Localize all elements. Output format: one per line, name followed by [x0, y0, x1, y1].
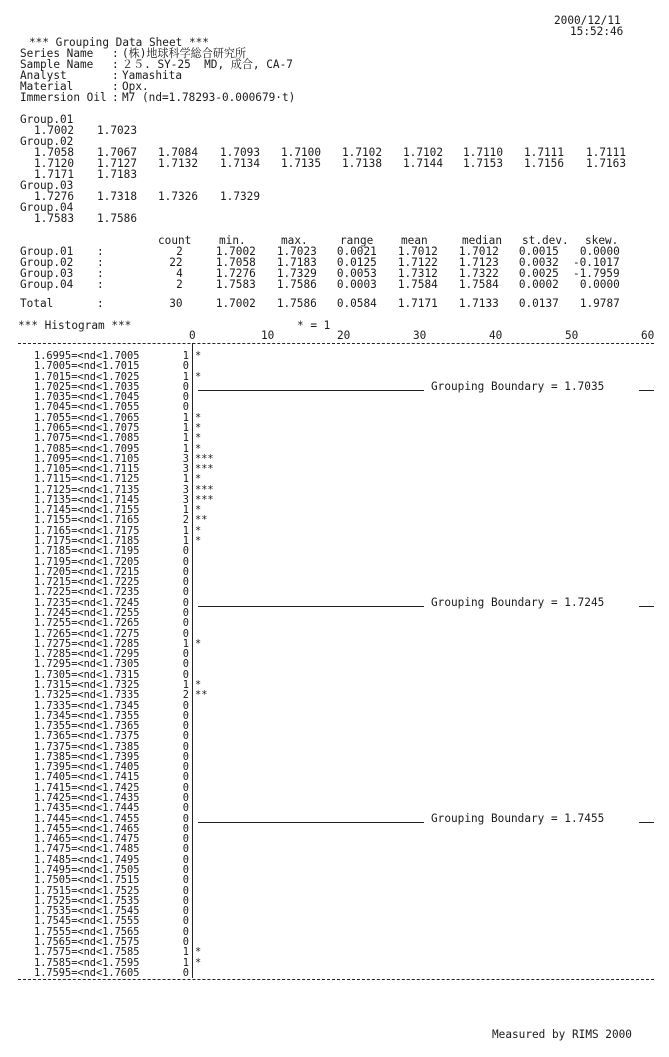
- bin-bar: *: [195, 421, 202, 434]
- info-colon: :: [112, 58, 119, 71]
- stats-row-name: Group.03: [20, 267, 74, 280]
- info-value: Opx.: [122, 80, 149, 93]
- bin-count: 0: [182, 843, 189, 856]
- bin-count: 0: [182, 576, 189, 589]
- footer-credit: Measured by RIMS 2000: [492, 1028, 632, 1041]
- stats-header: skew.: [585, 234, 619, 247]
- bin-label: 1.7385=<nd<1.7395: [34, 750, 140, 763]
- group-value: 1.7171: [34, 168, 74, 181]
- stats-cell: 0.0137: [519, 297, 559, 310]
- bin-bar: **: [195, 514, 208, 527]
- stats-cell: 0.0125: [337, 256, 377, 269]
- stats-header: max.: [281, 234, 308, 247]
- bin-count: 1: [182, 473, 189, 486]
- bin-bar: *: [195, 442, 202, 455]
- bin-label: 1.7525=<nd<1.7535: [34, 894, 140, 907]
- bin-label: 1.7015=<nd<1.7025: [34, 370, 140, 383]
- stats-cell: -0.1017: [573, 256, 620, 269]
- stats-cell: 2: [176, 245, 183, 258]
- bin-count: 0: [182, 730, 189, 743]
- stats-header: st.dev.: [522, 234, 569, 247]
- histogram-title: *** Histogram ***: [18, 319, 132, 332]
- info-label: Series Name: [20, 47, 107, 60]
- boundary-line-tail: [639, 606, 654, 607]
- bin-count: 1: [182, 535, 189, 548]
- bin-count: 1: [182, 637, 189, 650]
- group-value: 1.7276: [34, 190, 74, 203]
- info-label: Immersion Oil: [20, 91, 107, 104]
- bin-bar: *: [195, 432, 202, 445]
- stats-header: count: [158, 234, 192, 247]
- bin-label: 1.7415=<nd<1.7425: [34, 781, 140, 794]
- group-value: 1.7326: [158, 190, 198, 203]
- bin-bar: *: [195, 535, 202, 548]
- bin-bar: *: [195, 678, 202, 691]
- axis-tick-label: 20: [337, 329, 351, 342]
- info-colon: :: [112, 91, 119, 104]
- bin-label: 1.7315=<nd<1.7325: [34, 678, 140, 691]
- group-value: 1.7023: [97, 124, 137, 137]
- bin-label: 1.7295=<nd<1.7305: [34, 658, 140, 671]
- stats-row-name: Group.02: [20, 256, 74, 269]
- bin-count: 0: [182, 380, 189, 393]
- stats-colon: :: [97, 245, 104, 258]
- group-value: 1.7111: [586, 146, 626, 159]
- bin-label: 1.7425=<nd<1.7435: [34, 792, 140, 805]
- group-value: 1.7183: [97, 168, 137, 181]
- group-value: 1.7144: [403, 157, 443, 170]
- stats-cell: 1.7312: [398, 267, 438, 280]
- stats-cell: 1.7023: [277, 245, 317, 258]
- stats-cell: 1.7584: [398, 278, 438, 291]
- bin-count: 0: [182, 935, 189, 948]
- bin-label: 1.7355=<nd<1.7365: [34, 720, 140, 733]
- stats-cell: 0.0053: [337, 267, 377, 280]
- stats-cell: 1.7012: [398, 245, 438, 258]
- axis-tick-label: 0: [188, 329, 196, 342]
- bin-bar: **: [195, 689, 208, 702]
- stats-cell: 1.7123: [459, 256, 499, 269]
- group-value: 1.7127: [97, 157, 137, 170]
- bin-label: 1.7005=<nd<1.7015: [34, 360, 140, 373]
- bin-label: 1.7205=<nd<1.7215: [34, 565, 140, 578]
- bin-count: 0: [182, 607, 189, 619]
- stats-cell: 1.7012: [459, 245, 499, 258]
- axis-tick-label: 40: [489, 329, 503, 342]
- bin-count: 0: [182, 720, 189, 733]
- bin-count: 0: [182, 966, 189, 979]
- bin-count: 0: [182, 617, 189, 630]
- bin-count: 3: [182, 452, 189, 465]
- stats-cell: 22: [169, 256, 183, 269]
- bin-label: 1.7345=<nd<1.7355: [34, 709, 140, 722]
- stats-cell: 0.0000: [580, 245, 620, 258]
- bin-count: 2: [182, 689, 189, 702]
- bin-bar: *: [195, 411, 202, 424]
- bin-label: 1.7125=<nd<1.7135: [34, 483, 140, 496]
- bin-count: 0: [182, 360, 189, 373]
- stats-cell: 1.7322: [459, 267, 499, 280]
- bin-count: 0: [182, 925, 189, 938]
- stats-cell: 30: [169, 297, 183, 310]
- group-value: 1.7153: [463, 157, 503, 170]
- bin-bar: *: [195, 504, 202, 517]
- stats-cell: 1.7133: [459, 297, 499, 310]
- stats-cell: 0.0025: [519, 267, 559, 280]
- bin-label: 1.7115=<nd<1.7125: [34, 473, 140, 486]
- bin-label: 1.7555=<nd<1.7565: [34, 925, 140, 938]
- bin-label: 1.6995=<nd<1.7005: [34, 350, 140, 362]
- info-value: M7 (nd=1.78293-0.000679·t): [122, 91, 296, 104]
- bin-bar: ***: [195, 483, 214, 496]
- bin-label: 1.7365=<nd<1.7375: [34, 730, 140, 743]
- bin-count: 0: [182, 853, 189, 866]
- group-name: Group.04: [20, 201, 74, 214]
- group-name: Group.01: [20, 113, 74, 126]
- boundary-line: [198, 606, 424, 607]
- histogram-top-rule: [18, 343, 654, 344]
- group-value: 1.7102: [342, 146, 382, 159]
- info-label: Sample Name: [20, 58, 107, 71]
- bin-label: 1.7225=<nd<1.7235: [34, 586, 140, 599]
- stats-row-name: Total: [20, 297, 54, 310]
- bin-label: 1.7175=<nd<1.7185: [34, 535, 140, 548]
- boundary-line-tail: [639, 390, 654, 391]
- boundary-label: Grouping Boundary = 1.7245: [431, 595, 605, 609]
- axis-tick-label: 10: [261, 329, 275, 342]
- bin-label: 1.7285=<nd<1.7295: [34, 648, 140, 661]
- stats-cell: -1.7959: [573, 267, 620, 280]
- bin-label: 1.7335=<nd<1.7345: [34, 699, 140, 712]
- stats-header: median: [462, 234, 502, 247]
- bin-label: 1.7145=<nd<1.7155: [34, 504, 140, 517]
- bin-count: 1: [182, 524, 189, 537]
- group-value: 1.7583: [34, 212, 74, 225]
- bin-count: 0: [182, 822, 189, 835]
- bin-label: 1.7455=<nd<1.7465: [34, 822, 140, 835]
- bin-label: 1.7375=<nd<1.7385: [34, 740, 140, 753]
- group-value: 1.7586: [97, 212, 137, 225]
- bin-label: 1.7275=<nd<1.7285: [34, 637, 140, 650]
- info-label: Material: [20, 80, 107, 93]
- bin-label: 1.7025=<nd<1.7035: [34, 380, 140, 393]
- bin-count: 0: [182, 915, 189, 928]
- bin-count: 0: [182, 833, 189, 846]
- bin-count: 2: [182, 514, 189, 527]
- bin-count: 0: [182, 781, 189, 794]
- info-colon: :: [112, 80, 119, 93]
- bin-label: 1.7395=<nd<1.7405: [34, 761, 140, 774]
- stats-header: min.: [219, 234, 246, 247]
- stats-cell: 1.9787: [580, 297, 620, 310]
- stats-cell: 1.7122: [398, 256, 438, 269]
- bin-count: 1: [182, 678, 189, 691]
- group-value: 1.7102: [403, 146, 443, 159]
- bin-label: 1.7255=<nd<1.7265: [34, 617, 140, 630]
- bin-bar: *: [195, 956, 202, 969]
- group-name: Group.03: [20, 179, 74, 192]
- bin-bar: *: [195, 370, 202, 383]
- stats-colon: :: [97, 256, 104, 269]
- bin-label: 1.7065=<nd<1.7075: [34, 421, 140, 434]
- stats-row-name: Group.01: [20, 245, 74, 258]
- bin-count: 0: [182, 792, 189, 805]
- group-value: 1.7156: [524, 157, 564, 170]
- bin-bar: *: [195, 946, 202, 959]
- bin-label: 1.7095=<nd<1.7105: [34, 452, 140, 465]
- group-value: 1.7329: [220, 190, 260, 203]
- group-value: 1.7135: [281, 157, 321, 170]
- stats-cell: 0.0021: [337, 245, 377, 258]
- group-value: 1.7002: [34, 124, 74, 137]
- bin-count: 0: [182, 905, 189, 918]
- bin-count: 1: [182, 350, 189, 362]
- stats-cell: 2: [176, 278, 183, 291]
- bin-label: 1.7505=<nd<1.7515: [34, 874, 140, 887]
- info-value: (株)地球科学総合研究所: [122, 47, 247, 60]
- bin-count: 1: [182, 442, 189, 455]
- bin-label: 1.7435=<nd<1.7445: [34, 802, 140, 815]
- bin-count: 0: [182, 864, 189, 876]
- bin-count: 0: [182, 771, 189, 784]
- bin-label: 1.7485=<nd<1.7495: [34, 853, 140, 866]
- group-value: 1.7093: [220, 146, 260, 159]
- bin-label: 1.7035=<nd<1.7045: [34, 391, 140, 404]
- group-value: 1.7111: [524, 146, 564, 159]
- bin-bar: ***: [195, 463, 214, 476]
- print-date: 2000/12/11: [554, 14, 621, 27]
- bin-bar: *: [195, 350, 202, 362]
- bin-label: 1.7405=<nd<1.7415: [34, 771, 140, 784]
- group-value: 1.7163: [586, 157, 626, 170]
- stats-header: range: [340, 234, 374, 247]
- group-value: 1.7120: [34, 157, 74, 170]
- group-value: 1.7110: [463, 146, 503, 159]
- bin-count: 0: [182, 812, 189, 825]
- bin-count: 1: [182, 432, 189, 445]
- stats-colon: :: [97, 278, 104, 291]
- info-value: ２５. SY-25 MD, 成合, CA-7: [122, 58, 293, 71]
- bin-label: 1.7495=<nd<1.7505: [34, 864, 140, 876]
- bin-label: 1.7465=<nd<1.7475: [34, 833, 140, 846]
- bin-count: 0: [182, 699, 189, 712]
- bin-count: 3: [182, 463, 189, 476]
- boundary-line: [198, 822, 424, 823]
- bin-label: 1.7075=<nd<1.7085: [34, 432, 140, 445]
- info-colon: :: [112, 69, 119, 82]
- stats-cell: 0.0002: [519, 278, 559, 291]
- group-value: 1.7100: [281, 146, 321, 159]
- bin-count: 0: [182, 586, 189, 599]
- bin-count: 0: [182, 391, 189, 404]
- bin-label: 1.7305=<nd<1.7315: [34, 668, 140, 681]
- bin-count: 0: [182, 884, 189, 897]
- bin-label: 1.7265=<nd<1.7275: [34, 627, 140, 640]
- bin-label: 1.7185=<nd<1.7195: [34, 545, 140, 558]
- bin-count: 0: [182, 761, 189, 774]
- bin-label: 1.7165=<nd<1.7175: [34, 524, 140, 537]
- boundary-line-tail: [639, 822, 654, 823]
- bin-count: 0: [182, 668, 189, 681]
- bin-count: 0: [182, 596, 189, 609]
- bin-label: 1.7475=<nd<1.7485: [34, 843, 140, 856]
- bin-count: 0: [182, 545, 189, 558]
- bin-label: 1.7245=<nd<1.7255: [34, 607, 140, 619]
- info-value: Yamashita: [122, 69, 182, 82]
- stats-cell: 1.7583: [216, 278, 256, 291]
- group-value: 1.7134: [220, 157, 260, 170]
- stats-colon: :: [97, 297, 104, 310]
- bin-label: 1.7565=<nd<1.7575: [34, 935, 140, 948]
- bin-count: 3: [182, 493, 189, 506]
- bin-count: 0: [182, 627, 189, 640]
- bin-count: 0: [182, 658, 189, 671]
- axis-tick-label: 30: [413, 329, 427, 342]
- bin-bar: ***: [195, 452, 214, 465]
- bin-label: 1.7535=<nd<1.7545: [34, 905, 140, 918]
- stats-cell: 1.7002: [216, 297, 256, 310]
- stats-cell: 0.0032: [519, 256, 559, 269]
- bin-count: 0: [182, 401, 189, 414]
- bin-count: 0: [182, 565, 189, 578]
- bin-count: 1: [182, 421, 189, 434]
- bin-count: 1: [182, 370, 189, 383]
- print-time: 15:52:46: [570, 25, 624, 38]
- bin-count: 0: [182, 750, 189, 763]
- bin-label: 1.7135=<nd<1.7145: [34, 493, 140, 506]
- bin-count: 1: [182, 504, 189, 517]
- histogram-scale-note: * = 1: [297, 319, 331, 332]
- stats-cell: 1.7002: [216, 245, 256, 258]
- stats-cell: 1.7586: [277, 297, 317, 310]
- histogram-bottom-rule: [18, 979, 654, 980]
- bin-count: 0: [182, 894, 189, 907]
- bin-count: 3: [182, 483, 189, 496]
- bin-bar: *: [195, 637, 202, 650]
- bin-label: 1.7055=<nd<1.7065: [34, 411, 140, 424]
- axis-tick-label: 60: [641, 329, 655, 342]
- stats-cell: 4: [176, 267, 183, 280]
- bin-label: 1.7155=<nd<1.7165: [34, 514, 140, 527]
- group-value: 1.7058: [34, 146, 74, 159]
- stats-colon: :: [97, 267, 104, 280]
- group-value: 1.7067: [97, 146, 137, 159]
- stats-cell: 0.0003: [337, 278, 377, 291]
- group-value: 1.7132: [158, 157, 198, 170]
- stats-cell: 1.7329: [277, 267, 317, 280]
- bin-count: 1: [182, 411, 189, 424]
- group-value: 1.7318: [97, 190, 137, 203]
- group-value: 1.7138: [342, 157, 382, 170]
- bin-label: 1.7575=<nd<1.7585: [34, 946, 140, 959]
- stats-cell: 0.0584: [337, 297, 377, 310]
- bin-label: 1.7515=<nd<1.7525: [34, 884, 140, 897]
- stats-row-name: Group.04: [20, 278, 74, 291]
- bin-count: 1: [182, 946, 189, 959]
- stats-cell: 0.0000: [580, 278, 620, 291]
- bin-count: 0: [182, 740, 189, 753]
- bin-bar: *: [195, 524, 202, 537]
- stats-cell: 0.0015: [519, 245, 559, 258]
- boundary-line: [198, 390, 424, 391]
- bin-bar: *: [195, 473, 202, 486]
- bin-bar: ***: [195, 493, 214, 506]
- bin-label: 1.7445=<nd<1.7455: [34, 812, 140, 825]
- stats-cell: 1.7584: [459, 278, 499, 291]
- bin-label: 1.7545=<nd<1.7555: [34, 915, 140, 928]
- bin-count: 0: [182, 709, 189, 722]
- bin-label: 1.7195=<nd<1.7205: [34, 555, 140, 568]
- group-value: 1.7084: [158, 146, 198, 159]
- bin-label: 1.7585=<nd<1.7595: [34, 956, 140, 969]
- bin-label: 1.7595=<nd<1.7605: [34, 966, 140, 979]
- bin-label: 1.7105=<nd<1.7115: [34, 463, 140, 476]
- info-label: Analyst: [20, 69, 107, 82]
- stats-header: mean: [401, 234, 428, 247]
- info-colon: :: [112, 47, 119, 60]
- stats-cell: 1.7058: [216, 256, 256, 269]
- bin-count: 0: [182, 555, 189, 568]
- bin-count: 0: [182, 874, 189, 887]
- histogram-axis: [192, 343, 193, 978]
- bin-count: 0: [182, 802, 189, 815]
- bin-count: 0: [182, 648, 189, 661]
- stats-cell: 1.7276: [216, 267, 256, 280]
- stats-cell: 1.7586: [277, 278, 317, 291]
- group-name: Group.02: [20, 135, 74, 148]
- boundary-label: Grouping Boundary = 1.7035: [431, 379, 605, 393]
- axis-tick-label: 50: [565, 329, 579, 342]
- bin-label: 1.7325=<nd<1.7335: [34, 689, 140, 702]
- bin-label: 1.7045=<nd<1.7055: [34, 401, 140, 414]
- stats-cell: 1.7171: [398, 297, 438, 310]
- bin-label: 1.7085=<nd<1.7095: [34, 442, 140, 455]
- bin-label: 1.7215=<nd<1.7225: [34, 576, 140, 589]
- sheet-title: *** Grouping Data Sheet ***: [29, 36, 209, 49]
- boundary-label: Grouping Boundary = 1.7455: [431, 811, 605, 825]
- stats-cell: 1.7183: [277, 256, 317, 269]
- bin-label: 1.7235=<nd<1.7245: [34, 596, 140, 609]
- bin-count: 1: [182, 956, 189, 969]
